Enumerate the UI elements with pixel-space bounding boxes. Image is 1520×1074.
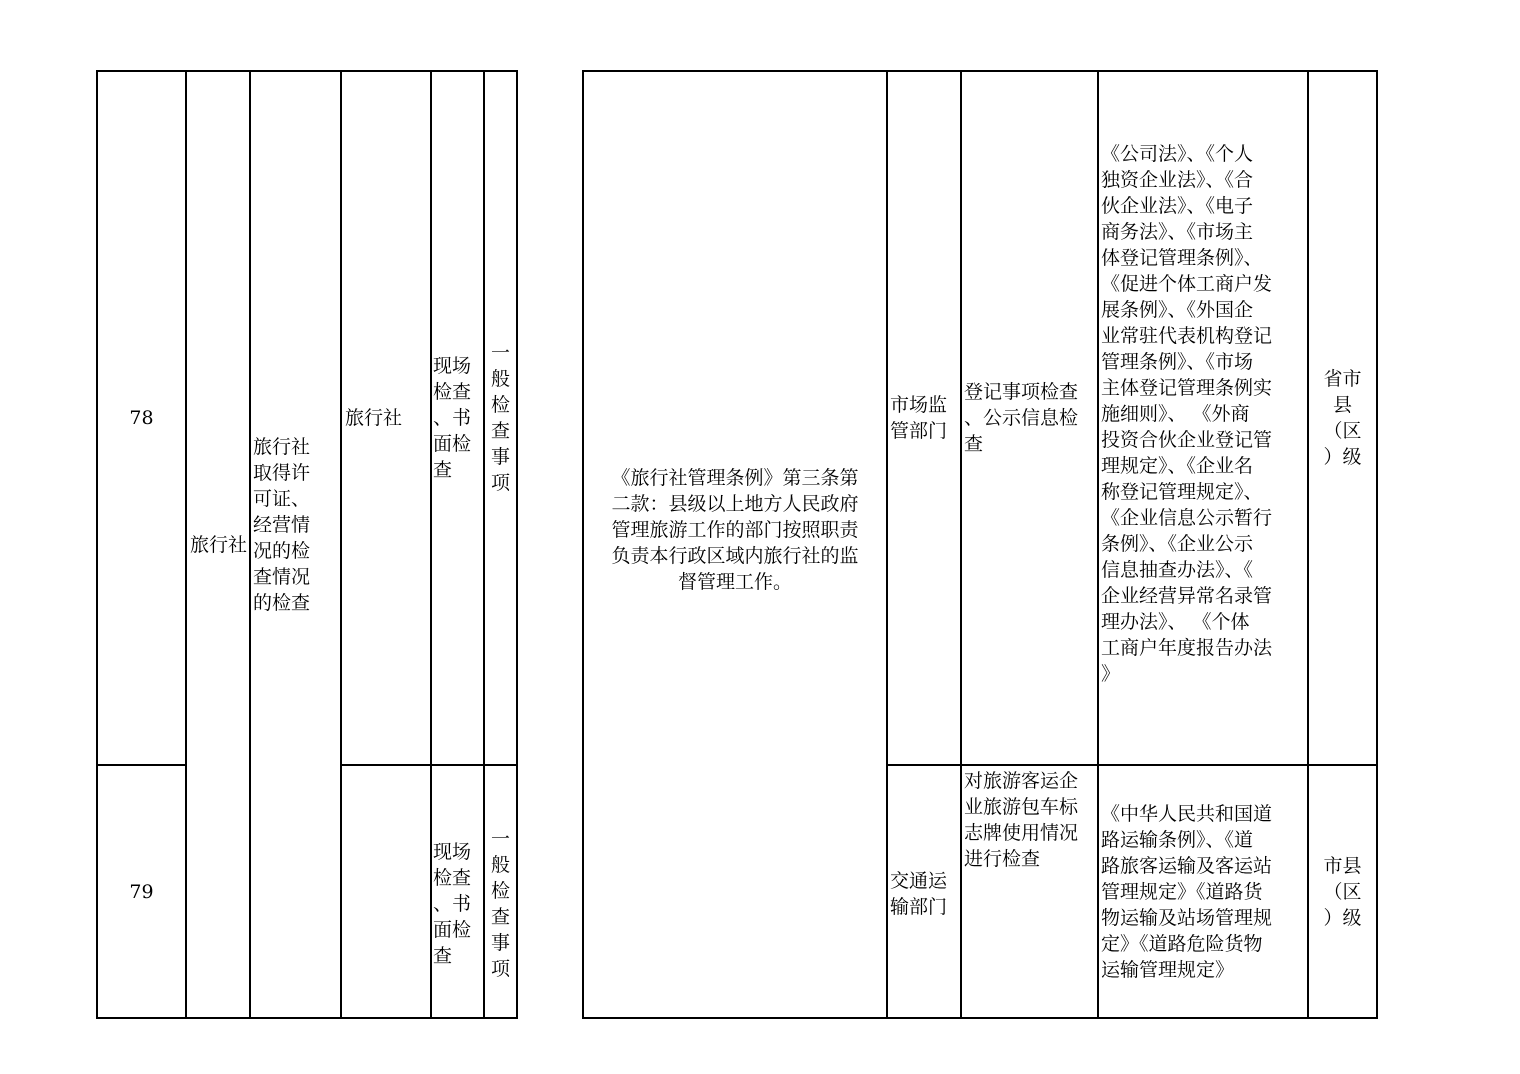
- legal-basis: 《公司法》、《个人 独资企业法》、《合 伙企业法》、《电子 商务法》、《市场主 体登记管理条例》、 《促进个体工商户发 展条例》、《外国企 业常驻代表机构登记 管理条例》、《市场 主体登记管理条例实 施细则》、 《外商 投资合伙企业登记管 理规定》、《企业名 称登记管理规定》、 《企业信息公示暂行 条例》、《企业公示 信息抽查办法》、《 企业经营异常名录管 理办法》、 《个体 工商户年度报告办法 》: [1101, 143, 1273, 685]
- check-object-sub: 旅行社: [345, 407, 403, 429]
- column-divider: [1097, 70, 1099, 1019]
- basis-text: 《旅行社管理条例》第三条第 二款：县级以上地方人民政府 管理旅游工作的部门按照职责 负责本行政区域内旅行社的监 督管理工作。: [611, 466, 859, 593]
- implementation-level: 省市 县 （区 ）级: [1323, 368, 1362, 468]
- column-divider: [430, 70, 432, 1019]
- table-border-bottom: [96, 1017, 518, 1019]
- department: 交通运 输部门: [890, 869, 948, 918]
- implementation-level: 市县 （区 ）级: [1323, 854, 1362, 929]
- legal-basis: 《中华人民共和国道 路运输条例》、《道 路旅客运输及客运站 管理规定》《道路货 物运输及站场管理规 定》《道路危险货物 运输管理规定》: [1101, 802, 1273, 981]
- check-object-sub: [343, 766, 429, 1017]
- department: 市场监 管部门: [890, 394, 948, 442]
- column-divider: [1376, 70, 1378, 1019]
- table-border-bottom: [582, 1017, 1378, 1019]
- row-number: 79: [129, 880, 154, 903]
- column-divider: [249, 70, 251, 1019]
- column-divider: [886, 70, 888, 1019]
- check-content: 登记事项检查 、公示信息检 查: [964, 381, 1079, 455]
- check-object-category: 旅行社: [190, 533, 248, 556]
- check-method: 现场 检查 、书 面检 查: [433, 840, 472, 967]
- column-divider: [960, 70, 962, 1019]
- row-number: 78: [129, 407, 154, 429]
- column-divider: [340, 70, 342, 1019]
- check-item-name: 旅行社 取得许 可证、 经营情 况的检 查情况 的检查: [253, 435, 311, 614]
- item-type: 一 般 检 查 事 项: [490, 827, 510, 980]
- column-divider: [185, 70, 187, 1019]
- check-content: 对旅游客运企 业旅游包车标 志牌使用情况 进行检查: [964, 770, 1079, 870]
- item-type: 一 般 检 查 事 项: [490, 342, 510, 494]
- column-divider: [516, 70, 518, 1019]
- check-method: 现场 检查 、书 面检 查: [433, 355, 472, 481]
